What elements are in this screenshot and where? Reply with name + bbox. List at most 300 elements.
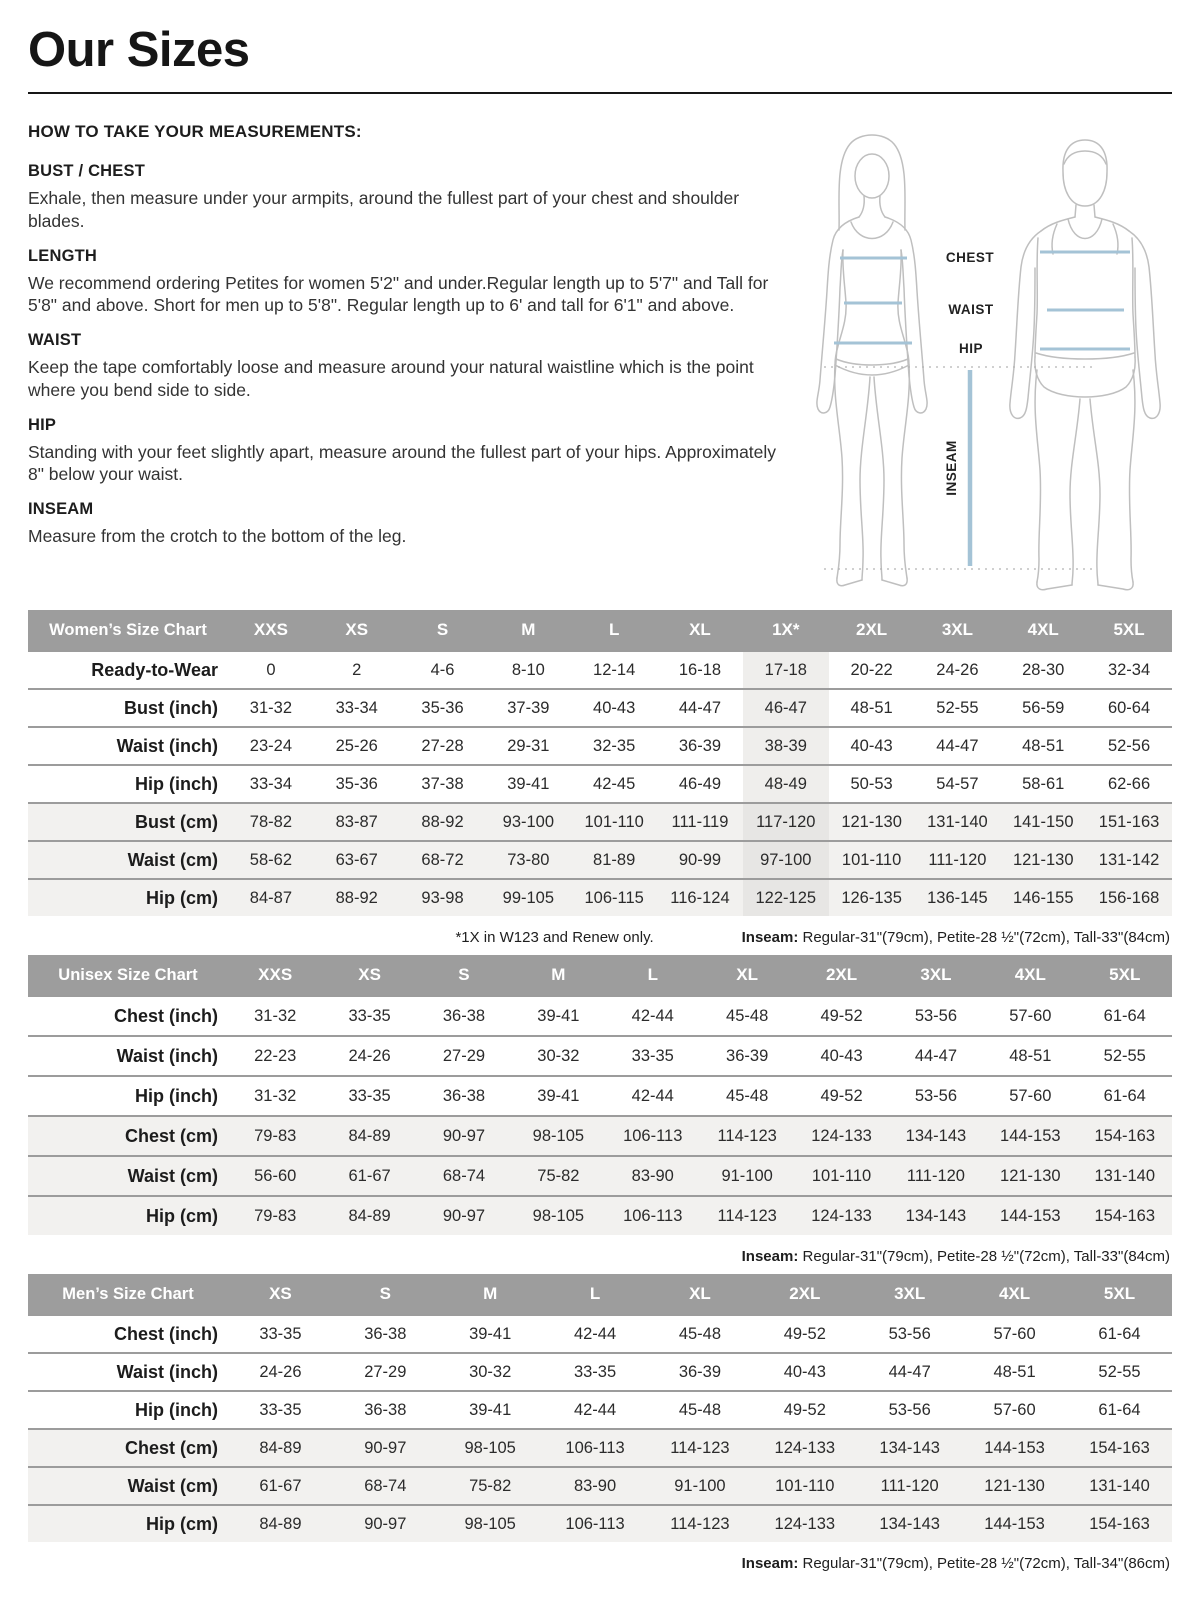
row-label: Waist (cm) [127, 1165, 218, 1186]
size-cell: 93-100 [502, 812, 555, 831]
size-cell: 32-35 [593, 736, 636, 755]
column-header: 5XL [1078, 955, 1172, 996]
size-cell: 101-110 [584, 812, 644, 831]
inseam-footnote [742, 1555, 1170, 1572]
column-header: 4XL [1000, 610, 1086, 651]
size-cell: 124-133 [774, 1438, 836, 1457]
size-cell: 90-97 [442, 1206, 486, 1225]
womens-footnote [28, 916, 1172, 955]
size-cell: 39-41 [469, 1400, 512, 1419]
inseam-footnote-text: Regular-31"(79cm), Petite-28 ½"(72cm), Tall-33"(84cm) [798, 1248, 1170, 1265]
column-header: 1X* [743, 610, 829, 651]
size-cell: 114-123 [717, 1206, 777, 1225]
size-cell: 54-57 [936, 774, 979, 793]
size-cell: 131-142 [1098, 850, 1160, 869]
size-cell: 90-97 [364, 1438, 407, 1457]
size-cell: 53-56 [914, 1086, 958, 1105]
size-cell: 121-130 [1000, 1166, 1061, 1185]
size-cell: 56-60 [254, 1166, 297, 1185]
size-cell: 24-26 [936, 660, 979, 679]
size-cell: 111-120 [880, 1476, 939, 1495]
size-cell: 117-120 [743, 803, 829, 841]
mens-footnote [28, 1542, 1172, 1581]
size-cell: 44-47 [888, 1362, 931, 1381]
size-cell: 88-92 [421, 812, 464, 831]
size-cell: 124-133 [811, 1126, 872, 1145]
table-row [28, 1391, 1172, 1429]
size-cell: 84-89 [259, 1514, 302, 1533]
unisex-size-chart [28, 955, 1172, 1274]
section-heading: INSEAM [28, 500, 94, 518]
size-cell: 50-53 [850, 774, 893, 793]
size-cell: 61-64 [1103, 1006, 1146, 1025]
row-label: Chest (cm) [124, 1125, 218, 1146]
section-heading: HIP [28, 415, 57, 434]
size-cell: 39-41 [537, 1006, 580, 1025]
size-cell: 91-100 [721, 1166, 773, 1185]
size-cell: 79-83 [254, 1206, 297, 1225]
table-row [28, 1315, 1172, 1353]
column-header: L [571, 610, 657, 651]
size-cell: 53-56 [914, 1006, 958, 1025]
size-cell: 121-130 [1012, 850, 1074, 869]
size-cell: 134-143 [879, 1438, 940, 1457]
size-cell: 84-89 [348, 1126, 391, 1145]
size-cell: 81-89 [593, 850, 636, 869]
size-cell: 35-36 [335, 774, 378, 793]
size-cell: 36-39 [678, 736, 722, 755]
size-cell: 33-35 [259, 1400, 302, 1419]
size-cell: 30-32 [537, 1046, 580, 1065]
instruction-section-hip [28, 416, 780, 487]
size-cell: 144-153 [984, 1438, 1045, 1457]
column-header: XS [314, 610, 400, 651]
size-cell: 57-60 [993, 1400, 1036, 1419]
section-text: We recommend ordering Petites for women 5'2" and under.Regular length up to 5'7" and Tall for 5'8" and above. Short for men up to 5'8". Regular length up to 6' and tall for 6'1" and above. [28, 272, 769, 316]
size-cell: 36-38 [364, 1400, 407, 1419]
size-cell: 17-18 [743, 651, 829, 689]
instruction-section-waist [28, 331, 780, 402]
size-cell: 84-89 [259, 1438, 302, 1457]
column-header: XL [700, 955, 794, 996]
size-cell: 53-56 [888, 1324, 931, 1343]
section-text: Measure from the crotch to the bottom of the leg. [28, 526, 407, 546]
size-cell: 146-155 [1012, 888, 1074, 907]
size-cell: 134-143 [905, 1126, 967, 1145]
size-cell: 27-29 [442, 1046, 486, 1065]
inseam-footnote-label: Inseam: [741, 929, 799, 946]
size-cell: 40-43 [783, 1362, 826, 1381]
instruction-section-inseam [28, 500, 780, 548]
column-header: XXS [228, 610, 314, 651]
size-cell: 106-113 [565, 1514, 625, 1533]
mens-table [28, 1274, 1172, 1542]
table-row [28, 841, 1172, 879]
column-header: 2XL [794, 955, 888, 996]
size-cell: 22-23 [254, 1046, 297, 1065]
size-cell: 42-45 [593, 774, 636, 793]
table-row [28, 765, 1172, 803]
section-heading: LENGTH [28, 246, 98, 265]
size-cell: 4-6 [430, 660, 455, 679]
size-cell: 98-105 [464, 1438, 516, 1457]
size-cell: 79-83 [254, 1126, 297, 1145]
table-row [28, 1505, 1172, 1542]
measurement-lines [824, 252, 1130, 569]
row-label: Hip (inch) [135, 1085, 218, 1106]
size-cell: 114-123 [717, 1126, 777, 1145]
table-row [28, 879, 1172, 916]
table-row [28, 1429, 1172, 1467]
size-cell: 31-32 [254, 1006, 297, 1025]
row-label: Waist (cm) [127, 1475, 218, 1496]
size-cell: 106-113 [623, 1126, 683, 1145]
size-cell: 48-51 [993, 1362, 1036, 1381]
size-cell: 49-52 [783, 1324, 826, 1343]
inseam-footnote-text: Regular-31"(79cm), Petite-28 ½"(72cm), Tall-34"(86cm) [798, 1555, 1170, 1572]
size-cell: 24-26 [259, 1362, 302, 1381]
size-cell: 114-123 [670, 1438, 730, 1457]
table-header-row [28, 955, 1172, 996]
size-cell: 36-38 [442, 1086, 486, 1105]
size-cell: 154-163 [1089, 1514, 1150, 1533]
size-cell: 98-105 [532, 1126, 585, 1145]
size-cell: 154-163 [1094, 1206, 1156, 1225]
size-cell: 24-26 [348, 1046, 391, 1065]
size-cell: 75-82 [537, 1166, 580, 1185]
size-cell: 42-44 [631, 1086, 674, 1105]
size-cell: 131-140 [1094, 1166, 1156, 1185]
inseam-footnote [742, 929, 1170, 946]
row-label: Waist (inch) [116, 1045, 218, 1066]
size-cell: 84-87 [249, 888, 292, 907]
size-cell: 33-35 [573, 1362, 617, 1381]
size-cell: 90-97 [364, 1514, 407, 1533]
size-cell: 83-90 [573, 1476, 617, 1495]
size-cell: 35-36 [421, 698, 464, 717]
size-cell: 27-29 [364, 1362, 407, 1381]
female-figure-outline [817, 135, 927, 586]
size-cell: 45-48 [726, 1086, 769, 1105]
size-cell: 57-60 [1009, 1006, 1052, 1025]
womens-table [28, 610, 1172, 916]
column-header: XL [657, 610, 743, 651]
size-cell: 33-35 [348, 1006, 391, 1025]
size-cell: 121-130 [841, 812, 902, 831]
size-cell: 99-105 [502, 888, 555, 907]
row-label: Bust (cm) [134, 811, 218, 832]
table-header-row [28, 1274, 1172, 1315]
size-cell: 98-105 [532, 1206, 585, 1225]
size-cell: 49-52 [820, 1006, 863, 1025]
row-label: Hip (inch) [135, 1399, 218, 1420]
table-row [28, 1076, 1172, 1116]
table-title: Women’s Size Chart [28, 610, 228, 651]
size-cell: 106-113 [623, 1206, 683, 1225]
column-header: 3XL [857, 1274, 962, 1315]
size-cell: 144-153 [984, 1514, 1045, 1533]
instruction-section-bust-chest [28, 162, 780, 233]
size-cell: 63-67 [335, 850, 378, 869]
size-cell: 61-64 [1103, 1086, 1146, 1105]
size-cell: 31-32 [249, 698, 292, 717]
size-cell: 90-99 [678, 850, 722, 869]
size-cell: 97-100 [743, 841, 829, 879]
size-cell: 25-26 [335, 736, 378, 755]
row-label: Chest (cm) [124, 1437, 218, 1458]
size-cell: 44-47 [936, 736, 979, 755]
column-header: 4XL [983, 955, 1077, 996]
size-cell: 36-39 [726, 1046, 769, 1065]
body-measurement-illustration [780, 118, 1174, 604]
size-cell: 136-145 [927, 888, 988, 907]
table-title: Unisex Size Chart [28, 955, 228, 996]
size-cell: 52-56 [1107, 736, 1151, 755]
title-divider [28, 92, 1172, 94]
column-header: 5XL [1067, 1274, 1172, 1315]
size-cell: 60-64 [1107, 698, 1151, 717]
size-cell: 42-44 [573, 1324, 617, 1343]
size-cell: 2 [352, 660, 362, 679]
size-cell: 42-44 [631, 1006, 674, 1025]
size-cell: 48-51 [1009, 1046, 1052, 1065]
column-header: M [511, 955, 605, 996]
inseam-footnote-label: Inseam: [741, 1248, 799, 1265]
size-cell: 30-32 [469, 1362, 512, 1381]
row-label: Hip (inch) [135, 773, 218, 794]
size-cell: 84-89 [348, 1206, 391, 1225]
size-cell: 16-18 [678, 660, 722, 679]
size-cell: 156-168 [1098, 888, 1160, 907]
size-cell: 46-47 [743, 689, 829, 727]
row-label: Waist (inch) [116, 735, 218, 756]
size-cell: 68-74 [442, 1166, 486, 1185]
size-cell: 31-32 [254, 1086, 297, 1105]
size-cell: 68-72 [421, 850, 464, 869]
unisex-table [28, 955, 1172, 1235]
measurement-instructions [28, 116, 780, 604]
size-cell: 44-47 [914, 1046, 958, 1065]
column-header: 2XL [752, 1274, 857, 1315]
size-cell: 52-55 [1103, 1046, 1146, 1065]
row-label: Ready-to-Wear [91, 659, 218, 680]
table-row [28, 996, 1172, 1036]
measurement-guide [28, 116, 1172, 604]
size-cell: 134-143 [905, 1206, 967, 1225]
size-cell: 42-44 [573, 1400, 617, 1419]
page-title: Our Sizes [28, 23, 250, 77]
table-row [28, 689, 1172, 727]
size-cell: 45-48 [678, 1400, 722, 1419]
size-cell: 131-140 [1089, 1476, 1150, 1495]
size-cell: 101-110 [775, 1476, 835, 1495]
column-header: 3XL [889, 955, 983, 996]
size-cell: 88-92 [335, 888, 378, 907]
size-cell: 78-82 [249, 812, 292, 831]
size-cell: 144-153 [1000, 1206, 1061, 1225]
row-label: Hip (cm) [146, 887, 218, 908]
table-row [28, 1353, 1172, 1391]
size-cell: 61-64 [1098, 1400, 1141, 1419]
size-cell: 62-66 [1107, 774, 1151, 793]
size-cell: 37-38 [421, 774, 464, 793]
size-cell: 36-39 [678, 1362, 722, 1381]
size-cell: 83-90 [631, 1166, 674, 1185]
size-cell: 61-64 [1098, 1324, 1141, 1343]
column-header: S [333, 1274, 438, 1315]
size-cell: 48-51 [1022, 736, 1065, 755]
size-cell: 98-105 [464, 1514, 516, 1533]
size-cell: 33-34 [335, 698, 378, 717]
size-cell: 61-67 [259, 1476, 302, 1495]
column-header: M [485, 610, 571, 651]
column-header: L [543, 1274, 648, 1315]
size-cell: 126-135 [841, 888, 902, 907]
size-cell: 40-43 [820, 1046, 863, 1065]
size-cell: 37-39 [507, 698, 550, 717]
size-cell: 57-60 [993, 1324, 1036, 1343]
section-heading: BUST / CHEST [28, 162, 145, 180]
row-label: Hip (cm) [146, 1513, 218, 1534]
unisex-footnote [28, 1235, 1172, 1274]
size-cell: 40-43 [850, 736, 893, 755]
column-header: L [606, 955, 700, 996]
column-header: 2XL [829, 610, 915, 651]
column-header: XL [648, 1274, 753, 1315]
column-header: 4XL [962, 1274, 1067, 1315]
size-cell: 45-48 [678, 1324, 722, 1343]
row-label: Bust (inch) [124, 697, 218, 718]
size-cell: 0 [266, 660, 276, 679]
table-row [28, 1036, 1172, 1076]
size-cell: 8-10 [511, 660, 545, 679]
size-cell: 49-52 [820, 1086, 863, 1105]
size-cell: 106-113 [565, 1438, 625, 1457]
size-cell: 154-163 [1094, 1126, 1156, 1145]
size-cell: 122-125 [743, 879, 829, 916]
size-cell: 101-110 [841, 850, 902, 869]
column-header: 3XL [915, 610, 1001, 651]
size-cell: 121-130 [984, 1476, 1045, 1495]
size-cell: 39-41 [537, 1086, 580, 1105]
instruction-sections [28, 162, 780, 548]
column-header: S [417, 955, 511, 996]
size-cell: 33-34 [249, 774, 292, 793]
inseam-label: INSEAM [944, 440, 959, 496]
size-cell: 101-110 [811, 1166, 872, 1185]
section-text: Keep the tape comfortably loose and measure around your natural waistline which is the point where you bend side to side. [28, 357, 754, 400]
mens-size-chart [28, 1274, 1172, 1581]
size-cell: 83-87 [335, 812, 378, 831]
size-cell: 39-41 [507, 774, 550, 793]
chest-label: CHEST [945, 250, 995, 265]
size-cell: 111-120 [906, 1166, 965, 1185]
size-cell: 56-59 [1022, 698, 1065, 717]
size-cell: 91-100 [674, 1476, 726, 1495]
size-cell: 32-34 [1107, 660, 1151, 679]
size-cell: 124-133 [811, 1206, 872, 1225]
table-row [28, 1156, 1172, 1196]
table-row [28, 727, 1172, 765]
size-cell: 116-124 [670, 888, 730, 907]
row-label: Hip (cm) [146, 1205, 218, 1226]
size-chart-tables [28, 610, 1172, 1581]
size-cell: 124-133 [774, 1514, 836, 1533]
size-cell: 90-97 [442, 1126, 486, 1145]
size-cell: 58-62 [249, 850, 292, 869]
size-cell: 36-38 [364, 1324, 407, 1343]
table-title: Men’s Size Chart [28, 1274, 228, 1315]
size-cell: 106-115 [584, 888, 644, 907]
size-cell: 20-22 [850, 660, 893, 679]
hip-label: HIP [958, 341, 984, 356]
size-cell: 93-98 [421, 888, 464, 907]
size-cell: 131-140 [927, 812, 988, 831]
size-cell: 141-150 [1012, 812, 1074, 831]
size-cell: 75-82 [469, 1476, 512, 1495]
size-cell: 154-163 [1089, 1438, 1150, 1457]
size-cell: 49-52 [783, 1400, 826, 1419]
size-cell: 36-38 [442, 1006, 486, 1025]
column-header: XXS [228, 955, 322, 996]
size-cell: 46-49 [678, 774, 722, 793]
column-header: XS [322, 955, 416, 996]
star-footnote: *1X in W123 and Renew only. [455, 929, 654, 946]
inseam-footnote-label: Inseam: [741, 1555, 799, 1572]
size-cell: 27-28 [421, 736, 464, 755]
waist-label: WAIST [948, 302, 994, 317]
size-cell: 134-143 [879, 1514, 940, 1533]
column-header: S [400, 610, 486, 651]
size-cell: 144-153 [1000, 1126, 1061, 1145]
column-header: M [438, 1274, 543, 1315]
size-cell: 29-31 [507, 736, 550, 755]
section-heading: WAIST [28, 331, 82, 349]
table-header-row [28, 610, 1172, 651]
section-text: Exhale, then measure under your armpits, around the fullest part of your chest and shoulder blades. [28, 188, 740, 231]
row-label: Waist (cm) [127, 849, 218, 870]
table-row [28, 651, 1172, 689]
size-cell: 61-67 [348, 1166, 391, 1185]
size-cell: 44-47 [678, 698, 722, 717]
size-cell: 40-43 [593, 698, 636, 717]
size-cell: 111-120 [928, 850, 987, 869]
table-row [28, 1467, 1172, 1505]
inseam-footnote-text: Regular-31"(79cm), Petite-28 ½"(72cm), Tall-33"(84cm) [798, 929, 1170, 946]
table-row [28, 803, 1172, 841]
measurement-diagram [780, 116, 1174, 604]
size-cell: 33-35 [631, 1046, 674, 1065]
size-cell: 23-24 [249, 736, 292, 755]
row-label: Chest (inch) [113, 1005, 218, 1026]
size-cell: 48-51 [850, 698, 893, 717]
size-cell: 52-55 [1098, 1362, 1141, 1381]
instruction-section-length [28, 247, 780, 318]
size-cell: 12-14 [593, 660, 636, 679]
size-cell: 52-55 [936, 698, 979, 717]
size-cell: 33-35 [259, 1324, 302, 1343]
size-cell: 38-39 [743, 727, 829, 765]
row-label: Waist (inch) [116, 1361, 218, 1382]
size-cell: 45-48 [726, 1006, 769, 1025]
size-cell: 58-61 [1022, 774, 1065, 793]
size-cell: 53-56 [888, 1400, 931, 1419]
inseam-footnote [742, 1248, 1170, 1265]
size-cell: 111-119 [671, 812, 729, 831]
size-cell: 68-74 [364, 1476, 407, 1495]
section-text: Standing with your feet slightly apart, measure around the fullest part of your hips. Approximately 8" below your waist. [28, 441, 777, 485]
row-label: Chest (inch) [113, 1323, 218, 1344]
